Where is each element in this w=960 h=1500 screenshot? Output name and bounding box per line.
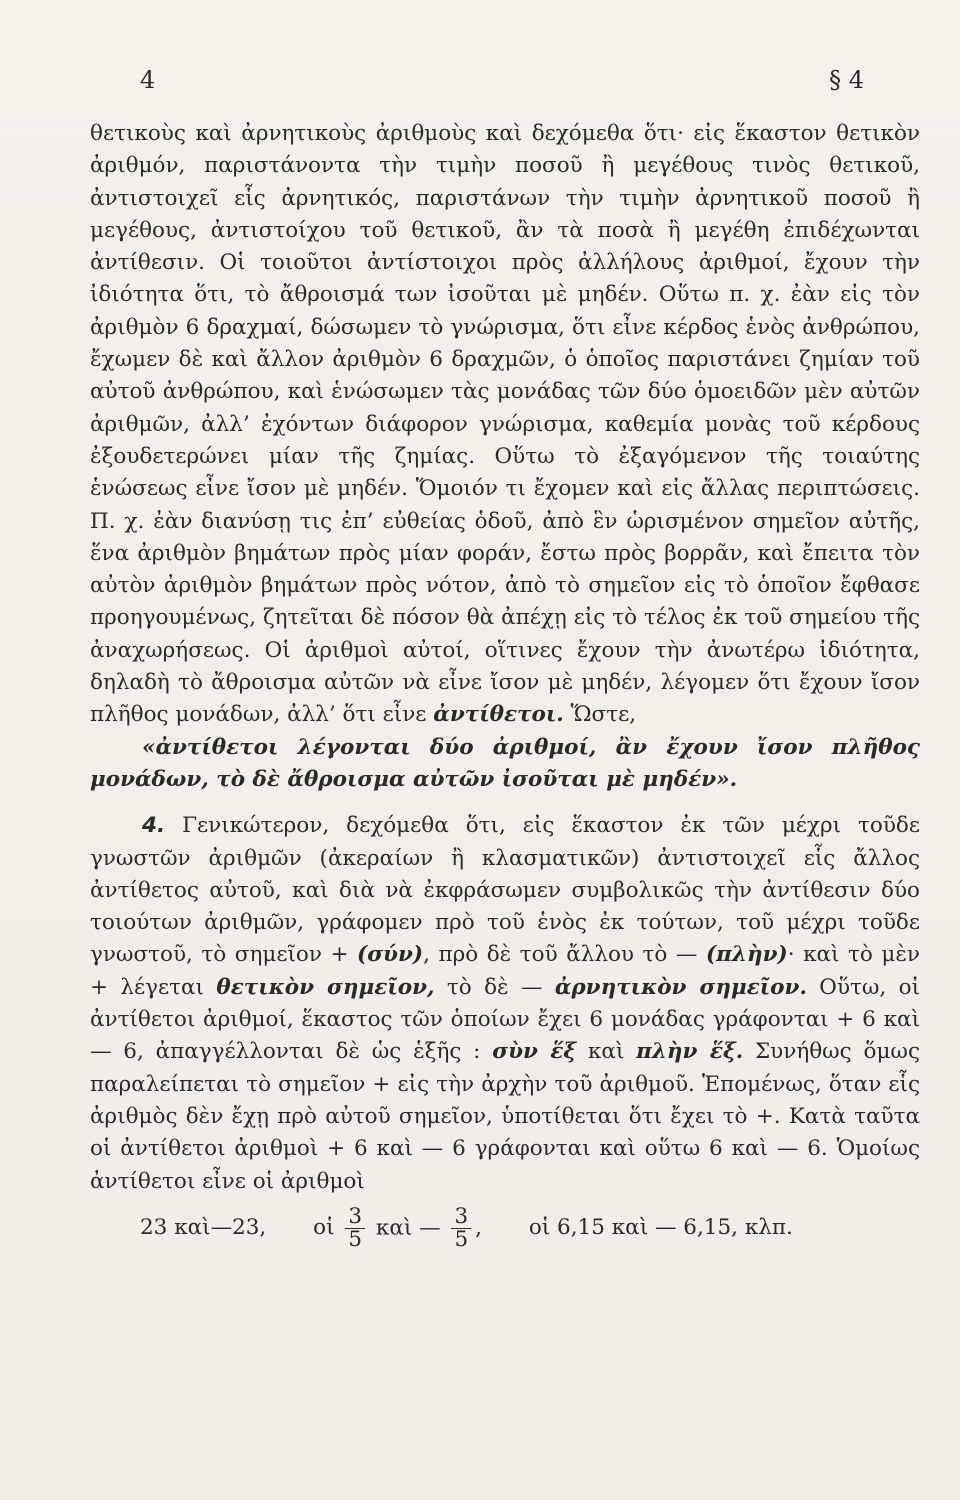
term-positive-sign: θετικὸν σημεῖον,	[216, 974, 435, 1000]
page-number: 4	[140, 66, 156, 94]
fraction: $\frac{3}{5}$	[451, 1206, 471, 1251]
definition: «ἀντίθετοι λέγονται δύο ἀριθμοί, ἂν ἔχουν ἴσον πλῆθος μονάδων, τὸ δὲ ἄθροισμα αὐτῶν ἰσοῦται μὲ μηδέν».	[90, 734, 920, 792]
term-antitheti: ἀντίθετοι.	[433, 702, 564, 728]
examples-line: 23 καὶ—23, οἱ $\frac{3}{5}$ καὶ — $\frac{3}{5}$ , οἱ 6,15 καὶ — 6,15, κλπ.	[140, 1203, 793, 1252]
paragraph-opposites: θετικοὺς καὶ ἀρνητικοὺς ἀριθμοὺς καὶ δεχόμεθα ὅτι· εἰς ἕκαστον θετικὸν ἀριθμόν, παριστάνοντα τὴν τιμὴν ποσοῦ ἢ μεγέθους τινὸς θετικοῦ, ἀντιστοιχεῖ εἷς ἀρνητικός, παριστάνων τὴν τιμὴν ἀρνητικοῦ ποσοῦ ἢ μεγέθους, ἀντιστοίχου τοῦ θετικοῦ, ἂν τὰ ποσὰ ἢ μεγέθη ἐπιδέχωνται ἀντίθεσιν. Οἱ τοιοῦτοι ἀντίστοιχοι πρὸς ἀλλήλους ἀριθμοί, ἔχουν τὴν ἰδιότητα ὅτι, τὸ ἄθροισμά των ἰσοῦται μὲ μηδέν. Οὕτω π. χ. ἐὰν εἰς τὸν ἀριθμὸν 6 δραχμαί, δώσωμεν τὸ γνώρισμα, ὅτι εἶνε κέρδος ἑνὸς ἀνθρώπου, ἔχωμεν δὲ καὶ ἄλλον ἀριθμὸν 6 δραχμῶν, ὁ ὁποῖος παριστάνει ζημίαν τοῦ αὐτοῦ ἀνθρώπου, καὶ ἑνώσωμεν τὰς μονάδας τῶν δύο ὁμοειδῶν μὲν αὐτῶν ἀριθμῶν, ἀλλ’ ἐχόντων διάφορον γνώρισμα, καθεμία μονὰς τοῦ κέρδους ἐξουδετερώνει μίαν τῆς ζημίας. Οὕτω τὸ ἐξαγόμενον τῆς τοιαύτης ἑνώσεως εἶνε ἴσον μὲ μηδέν. Ὅμοιόν τι ἔχομεν καὶ εἰς ἄλλας περιπτώσεις. Π. χ. ἐὰν διανύσῃ τις ἐπ’ εὐθείας ὁδοῦ, ἀπὸ ἓν ὡρισμένον σημεῖον αὐτῆς, ἕνα ἀριθμὸν βημάτων πρὸς μίαν φοράν, ἔστω πρὸς βορρᾶν, καὶ ἔπειτα τὸν αὐτὸν ἀριθμὸν βημάτων πρὸς νότον, ἀπὸ τὸ σημεῖον εἰς τὸ ὁποῖον ἔφθασε προηγουμένως, ζητεῖται δὲ πόσον θὰ ἀπέχῃ εἰς τὸ τέλος ἐκ τοῦ σημείου τῆς ἀναχωρήσεως. Οἱ ἀριθμοὶ αὐτοί, οἵτινες ἔχουν τὴν ἀνωτέρω ἰδιότητα, δηλαδὴ τὸ ἄθροισμα αὐτῶν νὰ εἶνε ἴσον μὲ μηδέν, λέγομεν ὅτι ἔχουν ἴσον πλῆθος μονάδων, ἀλλ’ ὅτι εἶνε ἀντίθετοι. Ὥστε,	[90, 121, 920, 728]
paragraph-section-4: 4. Γενικώτερον, δεχόμεθα ὅτι, εἰς ἕκαστον ἐκ τῶν μέχρι τοῦδε γνωστῶν ἀριθμῶν (ἀκεραίων ἢ κλασματικῶν) ἀντιστοιχεῖ εἷς ἄλλος ἀντίθετος αὐτοῦ, καὶ διὰ νὰ ἐκφράσωμεν συμβολικῶς τὴν ἀντίθεσιν δύο τοιούτων ἀριθμῶν, γράφομεν πρὸ τοῦ ἑνὸς ἐκ τούτων, τοῦ μέχρι τοῦδε γνωστοῦ, τὸ σημεῖον + (σύν), πρὸ δὲ τοῦ ἄλλου τὸ — (πλὴν)· καὶ τὸ μὲν + λέγεται θετικὸν σημεῖον, τὸ δὲ — ἀρνητικὸν σημεῖον. Οὕτω, οἱ ἀντίθετοι ἀριθμοί, ἕκαστος τῶν ὁποίων ἔχει 6 μονάδας γράφονται + 6 καὶ — 6, ἀπαγγέλλονται δὲ ὡς ἑξῆς : σὺν ἕξ καὶ πλὴν ἕξ. Συνήθως ὅμως παραλείπεται τὸ σημεῖον + εἰς τὴν ἀρχὴν τοῦ ἀριθμοῦ. Ἑπομένως, ὅταν εἷς ἀριθμὸς δὲν ἔχῃ πρὸ αὐτοῦ σημεῖον, ὑποτίθεται ὅτι ἔχει τὸ +. Κατὰ ταῦτα οἱ ἀντίθετοι ἀριθμοὶ + 6 καὶ — 6 γράφονται καὶ οὕτω 6 καὶ — 6. Ὁμοίως ἀντίθετοι εἶνε οἱ ἀριθμοὶ	[90, 813, 921, 1194]
fraction: $\frac{3}{5}$	[345, 1206, 365, 1251]
section-number: 4.	[142, 813, 166, 839]
term-negative-sign: ἀρνητικὸν σημεῖον.	[554, 974, 807, 1000]
page-body	[90, 118, 920, 1251]
section-marker: § 4	[829, 66, 864, 94]
